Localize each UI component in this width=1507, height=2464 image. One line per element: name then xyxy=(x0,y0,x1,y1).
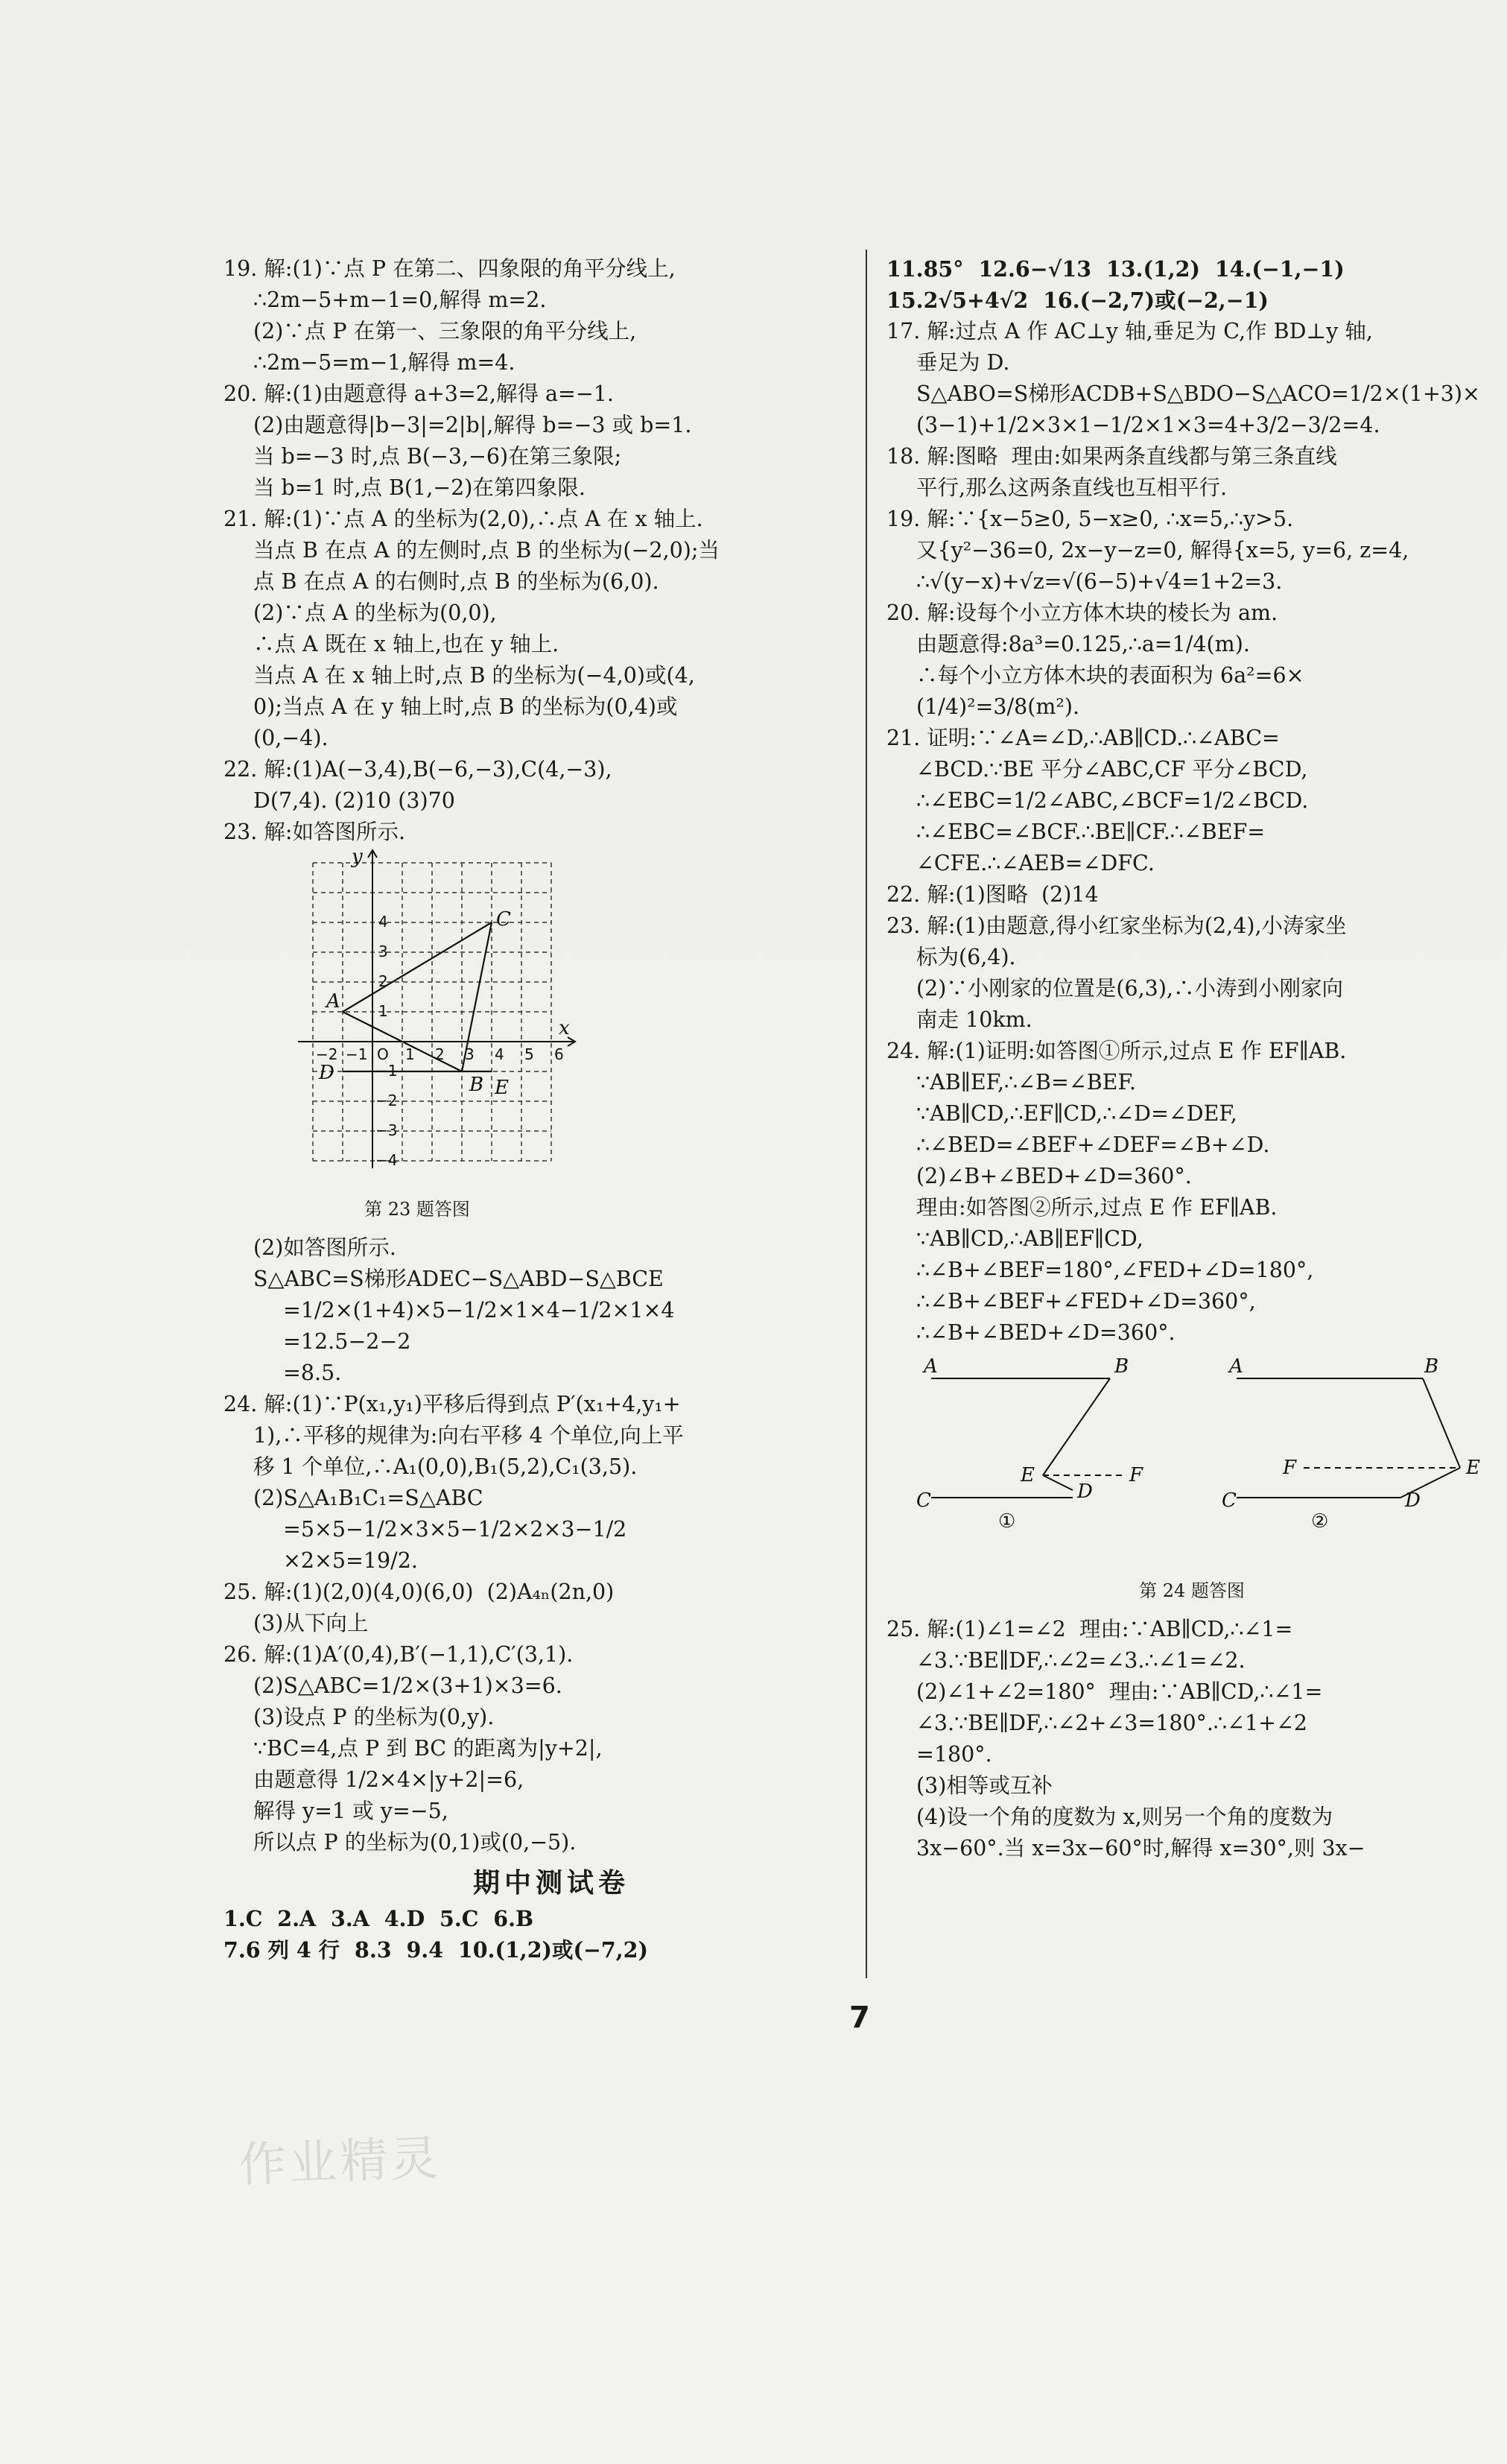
fig24-number-2: ② xyxy=(1311,1510,1329,1533)
fig24-label-f1: F xyxy=(1129,1464,1143,1486)
q17-line: 垂足为 D. xyxy=(916,350,1010,375)
q24-line: ∵AB∥CD,∴AB∥EF∥CD, xyxy=(916,1226,1143,1251)
tick-y: 3 xyxy=(378,943,388,960)
figure-23 xyxy=(223,848,879,1191)
column-divider xyxy=(866,250,867,1978)
answers-line: 1.C 2.A 3.A 4.D 5.C 6.B xyxy=(223,1906,534,1931)
tick-y: −3 xyxy=(375,1121,398,1139)
tick-y: −1 xyxy=(375,1062,398,1080)
point-b-label: B xyxy=(469,1074,484,1096)
page-number: 7 xyxy=(849,2001,870,2035)
q21-line: (2)∵点 A 的坐标为(0,0), xyxy=(253,601,497,625)
q26-line: 26. 解:(1)A′(0,4),B′(−1,1),C′(3,1). xyxy=(223,1642,574,1667)
tick-x: −1 xyxy=(346,1045,368,1063)
q11-16-line: 15.2√5+4√2 16.(−2,7)或(−2,−1) xyxy=(886,288,1269,313)
q26-line: 由题意得 1/2×4×|y+2|=6, xyxy=(253,1767,524,1792)
section-title: 期中测试卷 xyxy=(472,1867,629,1898)
tick-x: 5 xyxy=(524,1045,534,1063)
q23-line: 南走 10km. xyxy=(916,1007,1032,1032)
q23-line: 23. 解:(1)由题意,得小红家坐标为(2,4),小涛家坐 xyxy=(886,913,1347,938)
q24-line: ×2×5=19/2. xyxy=(283,1548,418,1573)
q24-line: (2)S△A₁B₁C₁=S△ABC xyxy=(253,1486,483,1510)
q24-line: ∴∠B+∠BEF=180°,∠FED+∠D=180°, xyxy=(916,1258,1314,1282)
tick-y: −4 xyxy=(375,1151,398,1169)
fig24-label-a1: A xyxy=(924,1355,938,1378)
q21-line: 21. 解:(1)∵点 A 的坐标为(2,0),∴点 A 在 x 轴上. xyxy=(223,507,703,531)
q21-line: ∠BCD.∵BE 平分∠ABC,CF 平分∠BCD, xyxy=(916,757,1308,782)
q20-line: 20. 解:设每个小立方体木块的棱长为 am. xyxy=(886,601,1278,625)
q20-line: 由题意得:8a³=0.125,∴a=1/4(m). xyxy=(916,632,1250,656)
fig24-label-a2: A xyxy=(1229,1355,1243,1378)
q22-line: D(7,4). (2)10 (3)70 xyxy=(253,788,455,813)
q19-line: ∴√(y−x)+√z=√(6−5)+√4=1+2=3. xyxy=(916,569,1283,594)
q24-line: ∵AB∥EF,∴∠B=∠BEF. xyxy=(916,1070,1136,1095)
q25-line: (2)∠1+∠2=180° 理由:∵AB∥CD,∴∠1= xyxy=(916,1679,1323,1704)
q26-line: (2)S△ABC=1/2×(3+1)×3=6. xyxy=(253,1673,562,1698)
fig24-label-c2: C xyxy=(1222,1489,1237,1512)
q21-line: 当点 A 在 x 轴上时,点 B 的坐标为(−4,0)或(4, xyxy=(253,663,695,688)
q23b-line: =12.5−2−2 xyxy=(283,1329,411,1354)
parallel-lines-diagram xyxy=(886,1349,1497,1572)
q19-line: 19. 解:∵{x−5≥0, 5−x≥0, ∴x=5,∴y>5. xyxy=(886,507,1294,531)
q19-line: 又{y²−36=0, 2x−y−z=0, 解得{x=5, y=6, z=4, xyxy=(916,538,1409,563)
q21-line: ∴∠EBC=1/2∠ABC,∠BCF=1/2∠BCD. xyxy=(916,788,1309,813)
q21-line: (0,−4). xyxy=(253,726,329,750)
watermark-logo: 作业精灵 xyxy=(238,2131,442,2194)
point-c-label: C xyxy=(496,908,511,931)
tick-y: 1 xyxy=(378,1002,388,1020)
q20-line: (2)由题意得|b−3|=2|b|,解得 b=−3 或 b=1. xyxy=(253,413,692,437)
fig24-label-e2: E xyxy=(1466,1457,1480,1479)
q23b-line: =8.5. xyxy=(283,1361,342,1385)
q25-line: (4)设一个角的度数为 x,则另一个角的度数为 xyxy=(916,1805,1333,1829)
point-e-label: E xyxy=(495,1077,509,1099)
q20-line: ∴每个小立方体木块的表面积为 6a²=6× xyxy=(916,663,1304,688)
q24-line: 24. 解:(1)∵P(x₁,y₁)平移后得到点 P′(x₁+4,y₁+ xyxy=(223,1392,681,1416)
y-axis-label: y xyxy=(352,848,363,868)
point-a-label: A xyxy=(326,990,340,1013)
q20-line: (1/4)²=3/8(m²). xyxy=(916,694,1080,719)
q25-line: =180°. xyxy=(916,1742,992,1767)
figure-24 xyxy=(886,1349,1505,1572)
q26-line: ∵BC=4,点 P 到 BC 的距离为|y+2|, xyxy=(253,1736,603,1761)
fig24-label-f2: F xyxy=(1283,1457,1297,1479)
q21-line: ∠CFE.∴∠AEB=∠DFC. xyxy=(916,851,1155,875)
q24-line: (2)∠B+∠BED+∠D=360°. xyxy=(916,1164,1192,1188)
q11-16-line: 11.85° 12.6−√13 13.(1,2) 14.(−1,−1) xyxy=(886,256,1345,282)
q22-line: 22. 解:(1)图略 (2)14 xyxy=(886,882,1099,907)
q21-line: 0);当点 A 在 y 轴上时,点 B 的坐标为(0,4)或 xyxy=(253,694,678,719)
q25-line: ∠3.∵BE∥DF,∴∠2=∠3.∴∠1=∠2. xyxy=(916,1648,1246,1673)
q25-line: 3x−60°.当 x=3x−60°时,解得 x=30°,则 3x− xyxy=(916,1836,1365,1860)
q24-line: ∴∠B+∠BED+∠D=360°. xyxy=(916,1320,1176,1345)
figure-24-caption: 第 24 题答图 xyxy=(1139,1580,1245,1601)
right-column xyxy=(886,253,1505,1864)
q25-line: 25. 解:(1)∠1=∠2 理由:∵AB∥CD,∴∠1= xyxy=(886,1617,1293,1641)
q23-line: 标为(6,4). xyxy=(916,945,1016,969)
q25-line: (3)相等或互补 xyxy=(916,1773,1053,1798)
q24-line: ∵AB∥CD,∴EF∥CD,∴∠D=∠DEF, xyxy=(916,1101,1237,1126)
q20-line: 当 b=−3 时,点 B(−3,−6)在第三象限; xyxy=(253,444,622,469)
q23b-line: S△ABC=S梯形ADEC−S△ABD−S△BCE xyxy=(253,1267,664,1291)
q24-line: ∴∠BED=∠BEF+∠DEF=∠B+∠D. xyxy=(916,1133,1270,1157)
q19-line: 19. 解:(1)∵点 P 在第二、四象限的角平分线上, xyxy=(223,256,676,281)
tick-y: 2 xyxy=(378,972,388,990)
fig24-label-d2: D xyxy=(1405,1489,1421,1512)
origin-label: O xyxy=(377,1045,389,1063)
q21-line: ∴点 A 既在 x 轴上,也在 y 轴上. xyxy=(253,632,559,656)
q17-line: 17. 解:过点 A 作 AC⊥y 轴,垂足为 C,作 BD⊥y 轴, xyxy=(886,319,1373,343)
q20-line: 当 b=1 时,点 B(1,−2)在第四象限. xyxy=(253,475,586,500)
q25-line: 25. 解:(1)(2,0)(4,0)(6,0) (2)A₄ₙ(2n,0) xyxy=(223,1580,615,1604)
q26-line: 所以点 P 的坐标为(0,1)或(0,−5). xyxy=(253,1830,577,1855)
q23b-line: =1/2×(1+4)×5−1/2×1×4−1/2×1×4 xyxy=(283,1298,675,1323)
q21-line: 点 B 在点 A 的右侧时,点 B 的坐标为(6,0). xyxy=(253,569,659,594)
q21-line: 21. 证明:∵∠A=∠D,∴AB∥CD.∴∠ABC= xyxy=(886,726,1280,750)
q25-line: ∠3.∵BE∥DF,∴∠2+∠3=180°.∴∠1+∠2 xyxy=(916,1711,1308,1735)
q24-line: 24. 解:(1)证明:如答图①所示,过点 E 作 EF∥AB. xyxy=(886,1039,1347,1063)
q24-line: =5×5−1/2×3×5−1/2×2×3−1/2 xyxy=(283,1517,627,1542)
point-d-label: D xyxy=(319,1062,334,1084)
q24-line: 移 1 个单位,∴A₁(0,0),B₁(5,2),C₁(3,5). xyxy=(253,1454,638,1479)
q19-line: ∴2m−5+m−1=0,解得 m=2. xyxy=(253,288,547,312)
q21-line: ∴∠EBC=∠BCF.∴BE∥CF.∴∠BEF= xyxy=(916,820,1266,844)
tick-x: 4 xyxy=(495,1045,504,1063)
q21-line: 当点 B 在点 A 的左侧时,点 B 的坐标为(−2,0);当 xyxy=(253,538,720,563)
coordinate-grid-diagram xyxy=(223,848,879,1191)
fig24-label-d1: D xyxy=(1077,1480,1093,1503)
q24-line: 1),∴平移的规律为:向右平移 4 个单位,向上平 xyxy=(253,1423,684,1448)
q20-line: 20. 解:(1)由题意得 a+3=2,解得 a=−1. xyxy=(223,381,614,406)
left-column xyxy=(223,253,879,1966)
q25-line: (3)从下向上 xyxy=(253,1611,369,1635)
tick-x: 6 xyxy=(554,1045,564,1063)
tick-y: 4 xyxy=(378,913,388,931)
tick-y: −2 xyxy=(375,1092,398,1109)
q26-line: (3)设点 P 的坐标为(0,y). xyxy=(253,1705,495,1729)
fig24-label-b1: B xyxy=(1114,1355,1129,1378)
answers-line: 7.6 列 4 行 8.3 9.4 10.(1,2)或(−7,2) xyxy=(223,1937,648,1963)
tick-x: 1 xyxy=(405,1045,415,1063)
fig24-label-c1: C xyxy=(916,1489,931,1512)
q17-line: (3−1)+1/2×3×1−1/2×1×3=4+3/2−3/2=4. xyxy=(916,413,1380,437)
q19-line: ∴2m−5=m−1,解得 m=4. xyxy=(253,350,515,375)
q24-line: 理由:如答图②所示,过点 E 作 EF∥AB. xyxy=(916,1195,1278,1220)
q23-line: (2)∵小刚家的位置是(6,3),∴小涛到小刚家向 xyxy=(916,976,1343,1001)
q23-line: 23. 解:如答图所示. xyxy=(223,820,406,844)
tick-x: 3 xyxy=(465,1045,475,1063)
tick-x: 2 xyxy=(435,1045,445,1063)
fig24-number-1: ① xyxy=(998,1510,1016,1533)
x-axis-label: x xyxy=(559,1017,570,1039)
q18-line: 18. 解:图略 理由:如果两条直线都与第三条直线 xyxy=(886,444,1337,469)
q17-line: S△ABO=S梯形ACDB+S△BDO−S△ACO=1/2×(1+3)× xyxy=(916,381,1480,406)
figure-23-caption: 第 23 题答图 xyxy=(364,1199,470,1220)
q23b-line: (2)如答图所示. xyxy=(253,1235,396,1260)
q18-line: 平行,那么这两条直线也互相平行. xyxy=(916,475,1228,500)
fig24-label-b2: B xyxy=(1424,1355,1439,1378)
tick-x: −2 xyxy=(316,1045,338,1063)
fig24-label-e1: E xyxy=(1021,1464,1035,1486)
q19-line: (2)∵点 P 在第一、三象限的角平分线上, xyxy=(253,319,637,343)
q22-line: 22. 解:(1)A(−3,4),B(−6,−3),C(4,−3), xyxy=(223,757,612,782)
q24-line: ∴∠B+∠BEF+∠FED+∠D=360°, xyxy=(916,1289,1256,1314)
q26-line: 解得 y=1 或 y=−5, xyxy=(253,1799,448,1823)
